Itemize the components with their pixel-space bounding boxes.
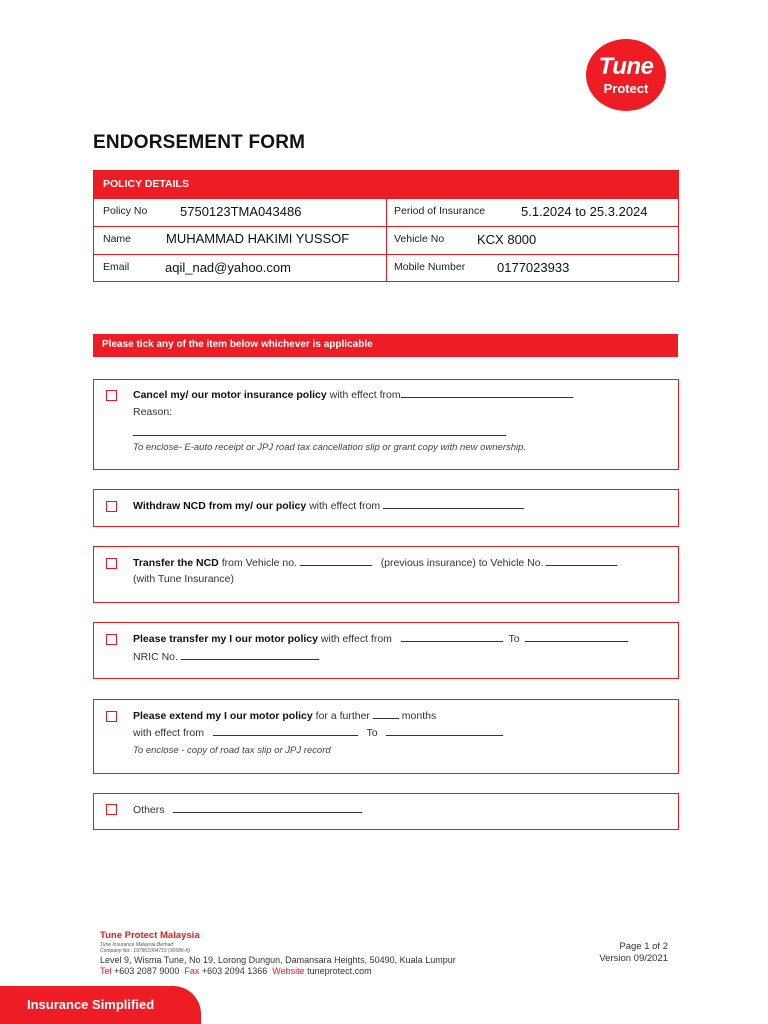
cancel-note: To enclose- E-auto receipt or JPJ road tax cancellation slip or grant copy with new ownership. <box>133 442 527 453</box>
others-checkbox[interactable] <box>106 804 117 815</box>
nric-field[interactable] <box>181 650 319 660</box>
transfer-ncd-to-label: (previous insurance) to Vehicle No. <box>380 557 544 569</box>
footer-company-no: Company No.: 197801004719 (30686-K) <box>100 948 191 954</box>
option-transfer-policy <box>93 622 679 679</box>
instructions-bar: Please tick any of the item below whichever is applicable <box>93 334 678 357</box>
transfer-to-date-field[interactable] <box>525 632 628 642</box>
page-number: Page 1 of 2 <box>619 941 668 952</box>
logo-line-1: Tune <box>598 53 654 80</box>
extend-months-field[interactable] <box>373 709 399 719</box>
transfer-policy-effect-label: with effect from <box>320 633 392 645</box>
transfer-ncd-from-label: from Vehicle no. <box>221 557 297 569</box>
cancel-date-field[interactable] <box>401 388 573 398</box>
transfer-policy-title: Please transfer my I our motor policy <box>133 633 318 645</box>
extend-effect-label: with effect from <box>133 727 204 739</box>
others-field[interactable] <box>173 803 362 813</box>
cancel-effect-label: with effect from <box>329 389 401 401</box>
period-label: Period of Insurance <box>394 205 486 217</box>
policy-details-header: POLICY DETAILS <box>94 171 678 198</box>
policy-details-table <box>93 170 679 282</box>
email-value[interactable]: aqil_nad@yahoo.com <box>165 260 291 275</box>
footer-contact <box>100 966 372 976</box>
period-value[interactable]: 5.1.2024 to 25.3.2024 <box>521 204 648 219</box>
logo-line-2: Protect <box>603 81 649 96</box>
vehicle-value[interactable]: KCX 8000 <box>477 232 537 247</box>
withdraw-effect-label: with effect from <box>309 500 381 512</box>
extend-to-date-field[interactable] <box>386 726 503 736</box>
website-link[interactable]: tuneprotect.com <box>307 966 372 976</box>
transfer-from-date-field[interactable] <box>401 632 503 642</box>
transfer-ncd-title: Transfer the NCD <box>133 557 219 569</box>
footer-company: Tune Insurance Malaysia Berhad <box>100 942 174 948</box>
extend-further-label: for a further <box>315 710 370 722</box>
version: Version 09/2021 <box>599 953 668 964</box>
option-cancel-policy <box>93 379 679 470</box>
extend-to-label: To <box>366 727 378 739</box>
withdraw-checkbox[interactable] <box>106 501 117 512</box>
tagline-banner <box>0 986 201 1024</box>
transfer-policy-checkbox[interactable] <box>106 634 117 645</box>
policy-no-label: Policy No <box>103 205 148 217</box>
mobile-label: Mobile Number <box>394 261 466 273</box>
withdraw-title: Withdraw NCD from my/ our policy <box>133 500 307 512</box>
others-label: Others <box>133 804 165 816</box>
tel-value: +603 2087 9000 <box>114 966 180 976</box>
transfer-ncd-note: (with Tune Insurance) <box>133 573 234 585</box>
tagline-text: Insurance Simplified <box>27 997 155 1012</box>
mobile-value[interactable]: 0177023933 <box>497 260 570 275</box>
footer-address: Level 9, Wisma Tune, No 19, Lorong Dungun, Damansara Heights, 50490, Kuala Lumpur <box>100 955 456 965</box>
form-title: ENDORSEMENT FORM <box>93 132 306 153</box>
option-transfer-ncd <box>93 546 679 603</box>
option-others <box>93 793 679 830</box>
nric-label: NRIC No. <box>133 651 178 663</box>
new-vehicle-field[interactable] <box>546 556 617 566</box>
extend-from-date-field[interactable] <box>213 726 358 736</box>
tune-protect-logo <box>586 39 666 111</box>
tel-label: Tel <box>100 966 112 976</box>
policy-row-2 <box>94 226 678 254</box>
website-label: Website <box>272 966 305 976</box>
cancel-title: Cancel my/ our motor insurance policy <box>133 389 327 401</box>
extend-months-label: months <box>401 710 437 722</box>
extend-checkbox[interactable] <box>106 711 117 722</box>
footer-brand: Tune Protect Malaysia <box>100 930 200 941</box>
extend-title: Please extend my I our motor policy <box>133 710 313 722</box>
email-label: Email <box>103 261 130 273</box>
policy-row-3 <box>94 254 678 282</box>
withdraw-date-field[interactable] <box>383 499 524 509</box>
fax-value: +603 2094 1366 <box>201 966 268 976</box>
transfer-to-label: To <box>508 633 520 645</box>
option-extend-policy <box>93 699 679 774</box>
cancel-reason-field[interactable] <box>133 435 506 436</box>
cancel-reason-label: Reason: <box>133 406 173 418</box>
policy-no-value[interactable]: 5750123TMA043486 <box>180 204 302 219</box>
fax-label: Fax <box>184 966 200 976</box>
transfer-ncd-checkbox[interactable] <box>106 558 117 569</box>
previous-vehicle-field[interactable] <box>300 556 372 566</box>
extend-note: To enclose - copy of road tax slip or JPJ record <box>133 745 331 756</box>
cancel-checkbox[interactable] <box>106 390 117 401</box>
name-value[interactable]: MUHAMMAD HAKIMI YUSSOF <box>166 231 350 246</box>
policy-row-1 <box>94 198 678 226</box>
option-withdraw-ncd <box>93 489 679 527</box>
name-label: Name <box>103 233 132 245</box>
vehicle-label: Vehicle No <box>394 233 445 245</box>
